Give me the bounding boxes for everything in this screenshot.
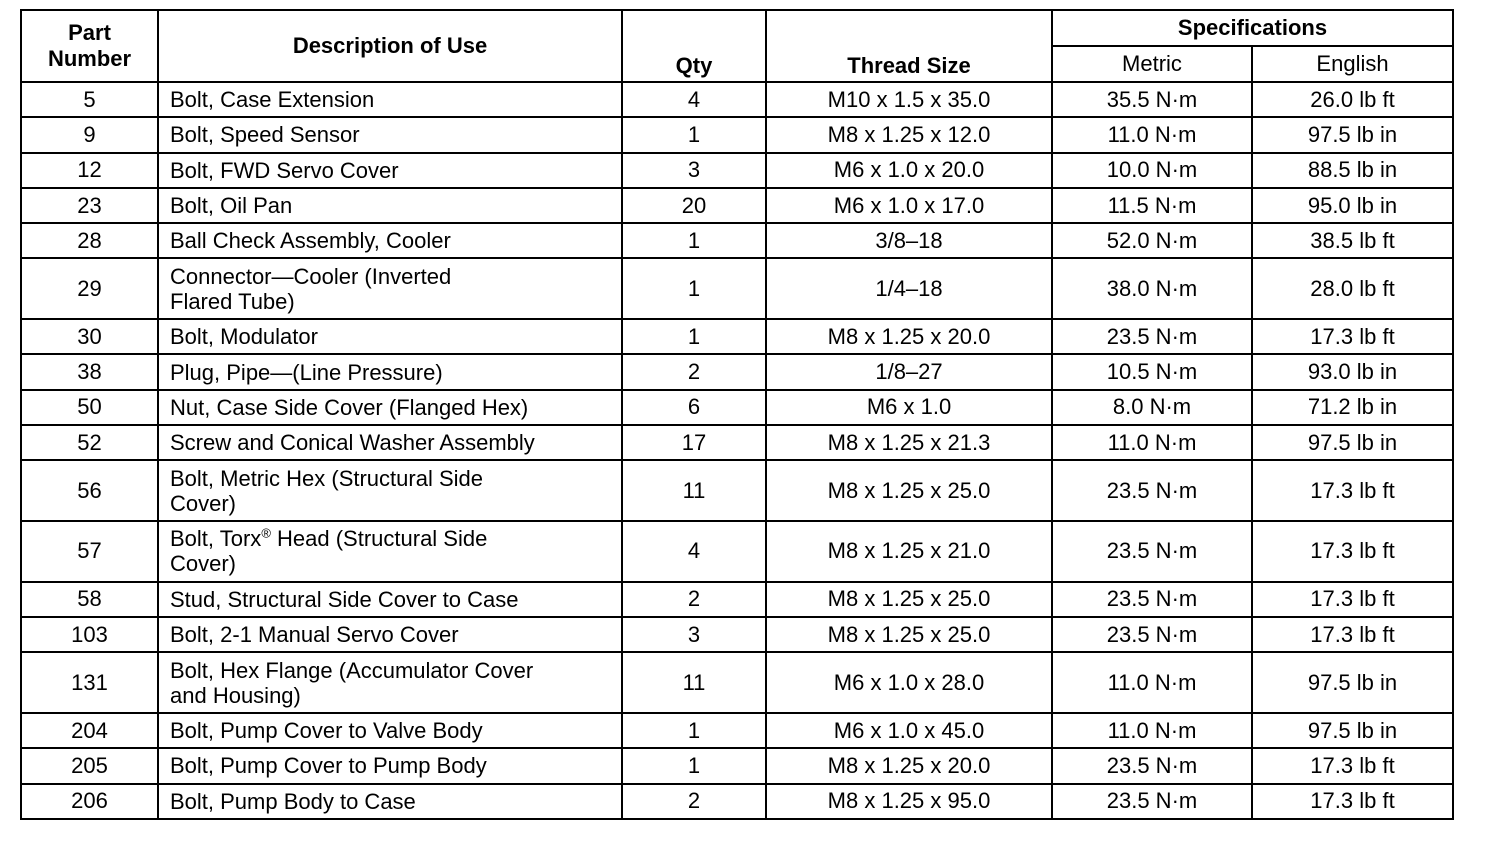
cell-description	[158, 521, 622, 582]
cell-english: 93.0 lb in	[1252, 354, 1453, 389]
cell-metric: 23.5 N·m	[1052, 784, 1252, 819]
cell-qty: 3	[622, 153, 766, 188]
table-row	[21, 652, 1453, 713]
cell-qty: 1	[622, 223, 766, 258]
cell-metric: 23.5 N·m	[1052, 460, 1252, 521]
registered-mark: ®	[261, 526, 271, 542]
description-text: Plug, Pipe—(Line Pressure)	[170, 359, 443, 385]
cell-qty: 1	[622, 319, 766, 354]
table-row	[21, 188, 1453, 223]
description-line1: Bolt, Hex Flange (Accumulator Cover	[170, 657, 534, 683]
cell-description	[158, 117, 622, 152]
table-row	[21, 153, 1453, 188]
table-row	[21, 582, 1453, 617]
cell-thread-size: M8 x 1.25 x 12.0	[766, 117, 1052, 152]
description-text: Bolt, Modulator	[170, 324, 318, 350]
cell-thread-size: M8 x 1.25 x 20.0	[766, 748, 1052, 783]
cell-english: 17.3 lb ft	[1252, 582, 1453, 617]
description-text: Bolt, Oil Pan	[170, 193, 293, 219]
cell-description	[158, 223, 622, 258]
cell-english: 38.5 lb ft	[1252, 223, 1453, 258]
cell-qty: 20	[622, 188, 766, 223]
table-row	[21, 748, 1453, 783]
table-row	[21, 784, 1453, 819]
table-row	[21, 617, 1453, 652]
table-row	[21, 521, 1453, 582]
cell-metric: 11.0 N·m	[1052, 117, 1252, 152]
cell-metric: 23.5 N·m	[1052, 582, 1252, 617]
description-line1	[170, 526, 621, 551]
cell-metric: 8.0 N·m	[1052, 390, 1252, 425]
cell-qty: 2	[622, 354, 766, 389]
cell-thread-size: M8 x 1.25 x 25.0	[766, 582, 1052, 617]
cell-part-number: 58	[21, 582, 158, 617]
cell-qty: 1	[622, 713, 766, 748]
table-row	[21, 258, 1453, 319]
header-part-number	[21, 10, 158, 82]
cell-metric: 10.0 N·m	[1052, 153, 1252, 188]
cell-thread-size: 1/8–27	[766, 354, 1052, 389]
table-header	[21, 10, 1453, 82]
cell-description	[158, 258, 622, 319]
cell-description	[158, 748, 622, 783]
cell-thread-size: M10 x 1.5 x 35.0	[766, 82, 1052, 117]
description-text: Bolt, Speed Sensor	[170, 122, 360, 148]
cell-english: 97.5 lb in	[1252, 117, 1453, 152]
header-specifications: Specifications	[1052, 10, 1453, 46]
cell-qty: 11	[622, 652, 766, 713]
cell-part-number: 50	[21, 390, 158, 425]
cell-part-number: 103	[21, 617, 158, 652]
cell-part-number: 5	[21, 82, 158, 117]
cell-english: 97.5 lb in	[1252, 652, 1453, 713]
cell-english: 17.3 lb ft	[1252, 319, 1453, 354]
cell-metric: 23.5 N·m	[1052, 748, 1252, 783]
cell-thread-size: M6 x 1.0 x 20.0	[766, 153, 1052, 188]
cell-description	[158, 319, 622, 354]
cell-metric: 38.0 N·m	[1052, 258, 1252, 319]
table-row	[21, 425, 1453, 460]
cell-english: 17.3 lb ft	[1252, 521, 1453, 582]
table-row	[21, 319, 1453, 354]
cell-metric: 23.5 N·m	[1052, 617, 1252, 652]
cell-thread-size: M6 x 1.0	[766, 390, 1052, 425]
table-row	[21, 460, 1453, 521]
cell-part-number: 29	[21, 258, 158, 319]
cell-part-number: 204	[21, 713, 158, 748]
cell-qty: 3	[622, 617, 766, 652]
cell-part-number: 23	[21, 188, 158, 223]
cell-english: 17.3 lb ft	[1252, 748, 1453, 783]
cell-qty: 6	[622, 390, 766, 425]
table-row	[21, 82, 1453, 117]
table-body	[21, 82, 1453, 819]
cell-thread-size: M8 x 1.25 x 21.0	[766, 521, 1052, 582]
cell-part-number: 57	[21, 521, 158, 582]
cell-english: 95.0 lb in	[1252, 188, 1453, 223]
cell-description	[158, 425, 622, 460]
header-description: Description of Use	[158, 10, 622, 82]
cell-metric: 11.0 N·m	[1052, 652, 1252, 713]
cell-thread-size: 3/8–18	[766, 223, 1052, 258]
cell-thread-size: M8 x 1.25 x 25.0	[766, 460, 1052, 521]
cell-description	[158, 713, 622, 748]
cell-thread-size: M6 x 1.0 x 17.0	[766, 188, 1052, 223]
description-text: Bolt, Pump Body to Case	[170, 788, 416, 814]
table-row	[21, 713, 1453, 748]
cell-metric: 23.5 N·m	[1052, 319, 1252, 354]
header-part-number-line2: Number	[47, 46, 132, 71]
cell-description	[158, 188, 622, 223]
cell-english: 97.5 lb in	[1252, 425, 1453, 460]
cell-part-number: 206	[21, 784, 158, 819]
description-line2: and Housing)	[170, 682, 301, 708]
cell-english: 97.5 lb in	[1252, 713, 1453, 748]
description-text: Bolt, Pump Cover to Valve Body	[170, 718, 483, 744]
cell-qty: 2	[622, 784, 766, 819]
cell-english: 17.3 lb ft	[1252, 784, 1453, 819]
table-row	[21, 390, 1453, 425]
table-row	[21, 223, 1453, 258]
cell-metric: 35.5 N·m	[1052, 82, 1252, 117]
cell-description	[158, 82, 622, 117]
cell-description	[158, 582, 622, 617]
cell-part-number: 131	[21, 652, 158, 713]
description-text: Bolt, Pump Cover to Pump Body	[170, 753, 487, 779]
cell-thread-size: 1/4–18	[766, 258, 1052, 319]
cell-part-number: 38	[21, 354, 158, 389]
header-part-number-line1: Part	[68, 20, 111, 45]
table-row	[21, 117, 1453, 152]
cell-english: 26.0 lb ft	[1252, 82, 1453, 117]
cell-thread-size: M6 x 1.0 x 28.0	[766, 652, 1052, 713]
description-text: Ball Check Assembly, Cooler	[170, 228, 451, 254]
table-row	[21, 354, 1453, 389]
cell-english: 88.5 lb in	[1252, 153, 1453, 188]
cell-qty: 2	[622, 582, 766, 617]
cell-description	[158, 354, 622, 389]
description-text: Bolt, Case Extension	[170, 87, 375, 113]
header-qty: Qty	[622, 10, 766, 82]
cell-qty: 1	[622, 258, 766, 319]
cell-english: 17.3 lb ft	[1252, 617, 1453, 652]
cell-metric: 52.0 N·m	[1052, 223, 1252, 258]
description-line2: Cover)	[170, 490, 237, 516]
description-line1: Connector—Cooler (Inverted	[170, 263, 452, 289]
cell-thread-size: M8 x 1.25 x 20.0	[766, 319, 1052, 354]
cell-description	[158, 617, 622, 652]
cell-qty: 17	[622, 425, 766, 460]
description-line1-end: Head (Structural Side	[270, 526, 488, 552]
cell-metric: 11.0 N·m	[1052, 425, 1252, 460]
header-metric: Metric	[1052, 46, 1252, 82]
cell-qty: 1	[622, 748, 766, 783]
cell-description	[158, 652, 622, 713]
cell-part-number: 56	[21, 460, 158, 521]
cell-qty: 4	[622, 82, 766, 117]
description-text: Bolt, FWD Servo Cover	[170, 157, 399, 183]
cell-qty: 1	[622, 117, 766, 152]
cell-part-number: 205	[21, 748, 158, 783]
cell-part-number: 30	[21, 319, 158, 354]
description-text: Stud, Structural Side Cover to Case	[170, 586, 519, 612]
cell-thread-size: M6 x 1.0 x 45.0	[766, 713, 1052, 748]
header-row-top	[21, 10, 1453, 46]
cell-metric: 23.5 N·m	[1052, 521, 1252, 582]
header-english: English	[1252, 46, 1453, 82]
description-line2: Cover)	[170, 551, 237, 577]
header-thread-size: Thread Size	[766, 10, 1052, 82]
cell-metric: 11.0 N·m	[1052, 713, 1252, 748]
cell-thread-size: M8 x 1.25 x 95.0	[766, 784, 1052, 819]
cell-metric: 10.5 N·m	[1052, 354, 1252, 389]
cell-part-number: 28	[21, 223, 158, 258]
cell-part-number: 9	[21, 117, 158, 152]
cell-thread-size: M8 x 1.25 x 21.3	[766, 425, 1052, 460]
cell-description	[158, 784, 622, 819]
cell-english: 17.3 lb ft	[1252, 460, 1453, 521]
description-text: Screw and Conical Washer Assembly	[170, 430, 535, 456]
description-line1: Bolt, Metric Hex (Structural Side	[170, 465, 483, 491]
cell-part-number: 52	[21, 425, 158, 460]
cell-thread-size: M8 x 1.25 x 25.0	[766, 617, 1052, 652]
cell-qty: 11	[622, 460, 766, 521]
cell-qty: 4	[622, 521, 766, 582]
description-text: Nut, Case Side Cover (Flanged Hex)	[170, 394, 529, 420]
cell-description	[158, 460, 622, 521]
cell-english: 28.0 lb ft	[1252, 258, 1453, 319]
cell-part-number: 12	[21, 153, 158, 188]
description-line2: Flared Tube)	[170, 288, 295, 314]
cell-english: 71.2 lb in	[1252, 390, 1453, 425]
cell-description	[158, 390, 622, 425]
cell-metric: 11.5 N·m	[1052, 188, 1252, 223]
cell-description	[158, 153, 622, 188]
fastener-spec-table	[20, 9, 1454, 820]
description-line1-start: Bolt, Torx	[170, 526, 262, 552]
description-text: Bolt, 2-1 Manual Servo Cover	[170, 622, 459, 648]
